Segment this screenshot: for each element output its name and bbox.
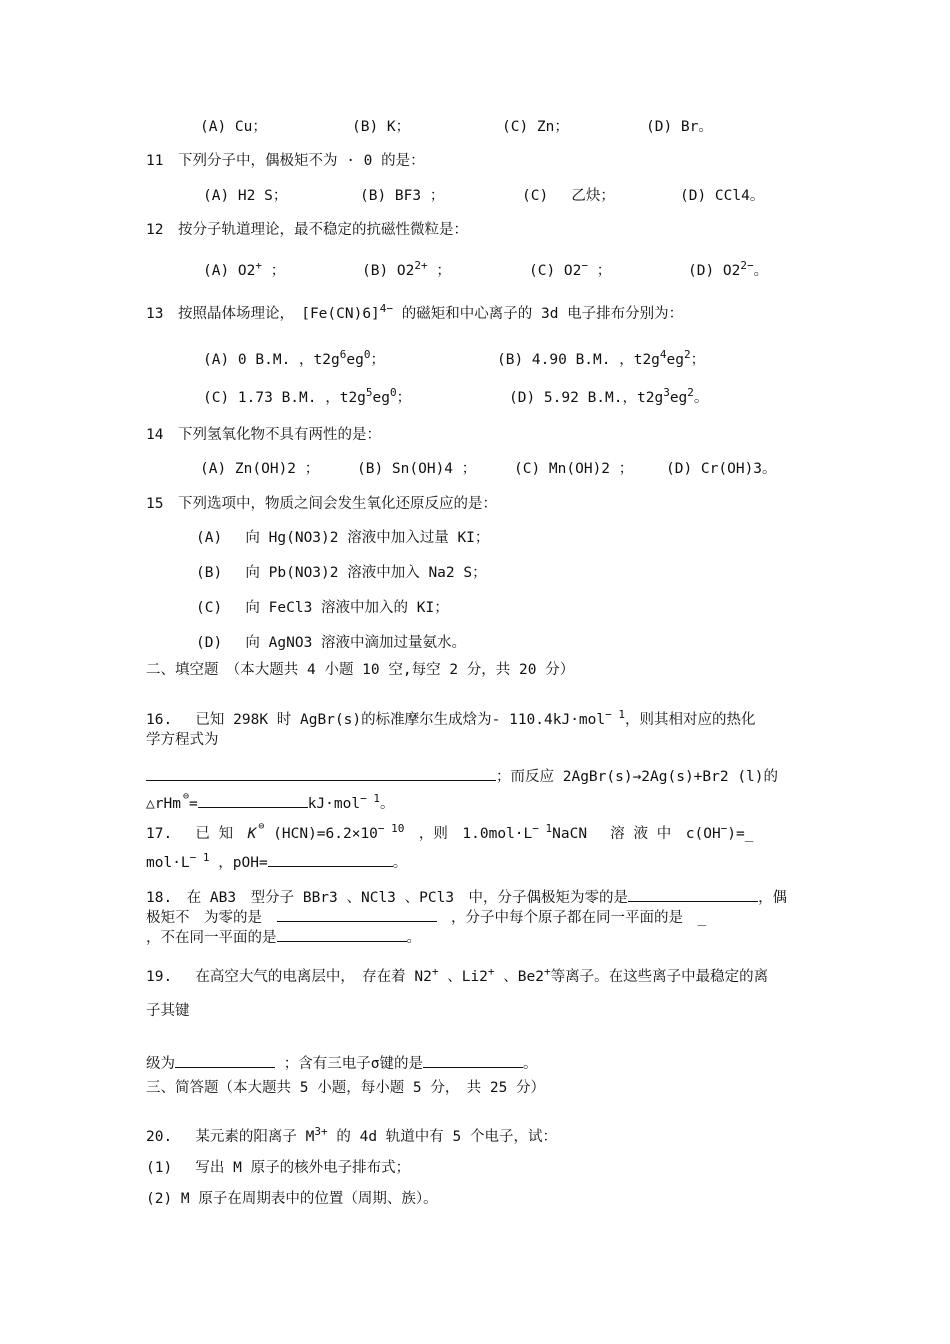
section-2-heading: 二、填空题 （本大题共 4 小题 10 空,每空 2 分，共 20 分） bbox=[146, 662, 575, 678]
q17-line-1: 17. 已 知 K ⊖ $(HCN)=6.2\times 10^{- 10}$ ，则 $1.0mol\cdot L^{- 1}NaCN$ 溶 液 中 c(OH−)=_ bbox=[146, 824, 754, 846]
q10-option-c: (C) Zn； bbox=[502, 119, 569, 135]
q13-stem: 13 按照晶体场理论， $[Fe(CN)6]^{4-}$ 的磁矩和中心离子的 3d 电子排布分别为： bbox=[146, 302, 684, 322]
q10-option-d: (D) Br。 bbox=[646, 119, 713, 135]
q18-line-2: 极矩不 为零的是 ，分子中每个原子都在同一平面的是 _ bbox=[146, 906, 706, 928]
q13-option-a: (A) 0 B.M. ，$t2g^6eg^0$； bbox=[203, 348, 385, 368]
q17-line-2: $mol\cdot L^{- 1}$ ，pOH= 。 bbox=[146, 851, 408, 871]
q14-option-a: (A) Zn(OH)2 ； bbox=[200, 461, 320, 477]
q15-stem: 15 下列选项中，物质之间会发生氧化还原反应的是： bbox=[146, 496, 497, 512]
q19-blank-three-electron[interactable] bbox=[423, 1052, 523, 1068]
q19-line-2: 子其键 bbox=[146, 1003, 190, 1019]
standard-state-icon: ⊖ bbox=[258, 821, 265, 832]
q12-stem: 12 按分子轨道理论，最不稳定的抗磁性微粒是： bbox=[146, 222, 468, 238]
q18-blank-nonzero-dipole[interactable] bbox=[277, 906, 437, 922]
q14-option-b: (B) Sn(OH)4 ； bbox=[357, 461, 477, 477]
q13-option-c: (C) 1.73 B.M. ，$t2g^5eg^0$； bbox=[203, 386, 412, 406]
q13-option-b: (B) 4.90 B.M. ，$t2g^4eg^2$； bbox=[497, 348, 706, 368]
q14-option-d: (D) Cr(OH)3。 bbox=[666, 461, 777, 477]
q19-line-1: 19. 在高空大气的电离层中， 存在着 N2+ 、Li2+ 、Be2+等离子。在这些离子中最稳定的离 bbox=[146, 965, 769, 985]
q16-blank-enthalpy[interactable] bbox=[198, 792, 308, 808]
q18-blank-nonplanar[interactable] bbox=[277, 926, 407, 942]
q20-line-2: (1) 写出 M 原子的核外电子排布式； bbox=[146, 1160, 411, 1176]
q18-line-3: ，不在同一平面的是 。 bbox=[146, 926, 421, 948]
q14-option-c: (C) Mn(OH)2 ； bbox=[514, 461, 634, 477]
q15-option-a: (A) 向 Hg(NO3)2 溶液中加入过量 KI； bbox=[196, 530, 490, 546]
q19-blank-bond-order[interactable] bbox=[175, 1052, 275, 1068]
q19-line-3: 级为 ；含有三电子σ键的是 。 bbox=[146, 1052, 537, 1074]
q11-option-b: (B) BF3 ； bbox=[360, 188, 445, 204]
q16-line-2: 学方程式为 bbox=[146, 732, 219, 748]
q11-option-c: (C) 乙炔； bbox=[522, 188, 615, 204]
q13-option-d: (D) 5.92 B.M.，$t2g^3eg^2$。 bbox=[509, 386, 709, 406]
q20-line-3: (2) M 原子在周期表中的位置（周期、族）。 bbox=[146, 1191, 438, 1207]
q17-blank-poh[interactable] bbox=[268, 851, 393, 867]
q15-option-b: (B) 向 Pb(NO3)2 溶液中加入 Na2 S； bbox=[196, 565, 487, 581]
q16-blank-equation[interactable] bbox=[146, 765, 496, 781]
standard-state-icon: ⊖ bbox=[182, 791, 189, 802]
q12-option-b: (B) $O2^{2+}$ ； bbox=[362, 259, 451, 279]
q11-stem: 11 下列分子中，偶极矩不为 · 0 的是： bbox=[146, 153, 425, 169]
q15-option-d: (D) 向 AgNO3 溶液中滴加过量氨水。 bbox=[196, 635, 467, 651]
q12-option-a: (A) O2+ ； bbox=[203, 259, 286, 279]
q10-option-a: (A) Cu； bbox=[200, 119, 267, 135]
q14-stem: 14 下列氢氧化物不具有两性的是： bbox=[146, 427, 381, 443]
q10-option-b: (B) K； bbox=[352, 119, 411, 135]
section-3-heading: 三、简答题（本大题共 5 小题，每小题 5 分， 共 25 分） bbox=[146, 1080, 546, 1096]
q18-blank-zero-dipole[interactable] bbox=[628, 886, 758, 902]
q16-line-4: △rHm ⊖= kJ·mol$^{- 1}$。 bbox=[146, 792, 394, 816]
q16-line-3: ；而反应 2AgBr(s)→2Ag(s)+Br2 (l)的 bbox=[146, 765, 778, 787]
q15-option-c: (C) 向 FeCl3 溶液中加入的 KI； bbox=[196, 600, 449, 616]
q12-option-c: (C) O2− ； bbox=[529, 259, 612, 279]
q20-line-1: 20. 某元素的阳离子 $M^{3+}$ 的 4d 轨道中有 5 个电子，试： bbox=[146, 1125, 557, 1145]
q11-option-a: (A) H2 S； bbox=[203, 188, 288, 204]
q12-option-d: (D) $O2^{2-}$。 bbox=[688, 259, 769, 279]
q18-line-1: 18. 在 AB3 型分子 BBr3 、NCl3 、PCl3 中，分子偶极矩为零的是 ，偶 bbox=[146, 886, 787, 908]
q16-line-1: 16. 已知 298K 时 AgBr(s)的标准摩尔生成焓为- 110.4kJ·mol$^{- 1}$，则其相对应的热化 bbox=[146, 708, 756, 728]
q11-option-d: (D) CCl4。 bbox=[680, 188, 765, 204]
